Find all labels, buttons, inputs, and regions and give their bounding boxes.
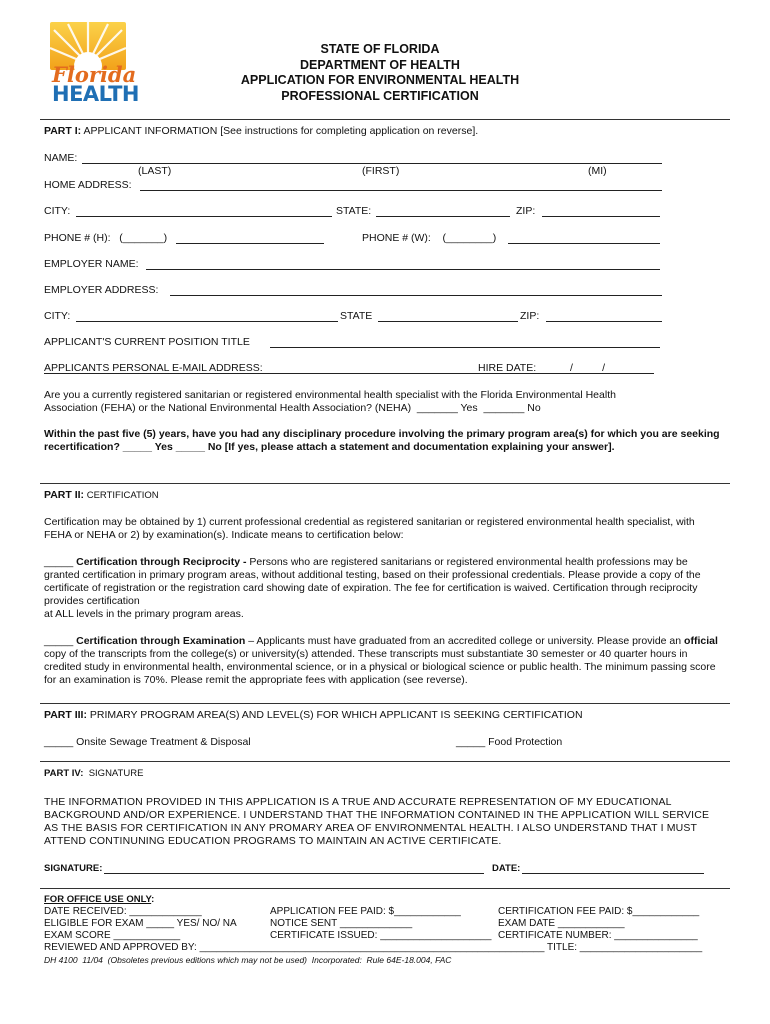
form-title — [200, 42, 560, 104]
employer-zip-label: ZIP: — [520, 310, 540, 322]
zip-field[interactable] — [542, 216, 660, 217]
office-use-colon: : — [151, 894, 155, 905]
divider — [40, 119, 730, 120]
title-line-3: APPLICATION FOR ENVIRONMENTAL HEALTH — [240, 73, 520, 87]
divider — [40, 888, 730, 889]
reciprocity-heading: Certification through Reciprocity - — [76, 556, 247, 568]
part3-title: PRIMARY PROGRAM AREA(S) AND LEVEL(S) FOR WHICH APPLICANT IS SEEKING CERTIFICATION — [86, 709, 583, 721]
hire-date-label: HIRE DATE: — [478, 362, 537, 374]
reviewed-approved-by: REVIEWED AND APPROVED BY: ______________________________________________________________ TITLE: ______________________ — [44, 942, 703, 953]
zip-label: ZIP: — [516, 205, 536, 217]
logo-word-health: HEALTH — [52, 82, 139, 106]
employer-address-label: EMPLOYER ADDRESS: — [44, 284, 159, 296]
examination-paragraph — [44, 635, 724, 687]
reciprocity-tail: at ALL levels in the primary program areas. — [44, 608, 244, 620]
part1-title: APPLICANT INFORMATION [See instructions for completing application on reverse]. — [81, 125, 479, 137]
part1-heading — [44, 125, 478, 138]
part1-label: PART I: — [44, 125, 82, 137]
title-line-1: STATE OF FLORIDA — [320, 42, 440, 56]
certification-fee-paid: CERTIFICATION FEE PAID: $____________ — [498, 906, 700, 917]
reciprocity-blank[interactable]: _____ — [44, 556, 77, 568]
certification-statement: THE INFORMATION PROVIDED IN THIS APPLICATION IS A TRUE AND ACCURATE REPRESENTATION OF MY EDUCATIONAL BACKGROUND AND/OR EXPERIENCE. I UNDERSTAND THAT THE INFORMATION CONTAINED IN THE APPLICATION WILL SERVICE AS THE BASIS FOR CERTIFICATION IN ANY PROMARY AREA OF ENVIRONMENTAL HEALTH. I ALSO UNDERSTAND THAT I MUST ATTEND CONTINUNING EDUCATION PROGRAMS TO MAINTAIN AN ACTIVE CERTIFICATE. — [44, 796, 710, 847]
part3-heading — [44, 709, 583, 722]
notice-sent: NOTICE SENT _____________ — [270, 918, 413, 929]
position-title-field[interactable] — [270, 347, 660, 348]
title-line-2: DEPARTMENT OF HEALTH — [300, 57, 460, 72]
reciprocity-body: Persons who are registered sanitarians or registered environmental health professions may be granted certification in primary program areas, without additional testing, based on their professional credentials. Please provide a copy of the certificate of registration or the registration card showing date of expiration. The fee for certification is waived. Certification through reciprocity provides certification — [44, 556, 701, 607]
phone-home-label: PHONE # (H): (_______) — [44, 232, 168, 244]
phone-home-field[interactable] — [176, 243, 324, 244]
examination-body-1: – Applicants must have graduated from an accredited college or university. Please provide an — [245, 635, 685, 647]
state-label: STATE: — [336, 205, 372, 217]
date-signed-field[interactable] — [522, 873, 704, 874]
divider — [40, 703, 730, 704]
reciprocity-paragraph — [44, 556, 724, 608]
certificate-issued: CERTIFICATE ISSUED: ____________________ — [270, 930, 492, 941]
office-use-heading-text: FOR OFFICE USE ONLY — [44, 894, 152, 905]
name-label: NAME: — [44, 152, 78, 164]
title-line-4: PROFESSIONAL CERTIFICATION — [281, 88, 479, 103]
part4-title: SIGNATURE — [83, 768, 144, 779]
certification-intro: Certification may be obtained by 1) current professional credential as registered sanitarian or registered environmental health specialist, with FEHA or NEHA or 2) by examination(s). Indicate means to certification below: — [44, 516, 695, 541]
application-fee-paid: APPLICATION FEE PAID: $____________ — [270, 906, 461, 917]
divider — [40, 761, 730, 762]
state-field[interactable] — [376, 216, 510, 217]
mi-caption: (MI) — [588, 165, 607, 177]
option-onsite-sewage[interactable]: _____ Onsite Sewage Treatment & Disposal — [44, 736, 251, 748]
email-label: APPLICANTS PERSONAL E-MAIL ADDRESS: — [44, 362, 263, 374]
signature-field[interactable] — [104, 873, 484, 874]
part4-label: PART IV: — [44, 768, 84, 779]
phone-work-label: PHONE # (W): (________) — [362, 232, 497, 244]
exam-score: EXAM SCORE ____________ — [44, 930, 181, 941]
registered-question-line2: Association (FEHA) or the National Environmental Health Association? (NEHA) _______ Yes _______ No — [44, 402, 541, 414]
part2-label: PART II: — [44, 489, 85, 501]
part4-heading — [44, 767, 143, 780]
form-footer: DH 4100 11/04 (Obsoletes previous editions which may not be used) Incorporated: Rule 64E-18.004, FAC — [44, 955, 452, 965]
employer-address-field[interactable] — [170, 295, 662, 296]
home-address-label: HOME ADDRESS: — [44, 179, 132, 191]
registered-question-line1: Are you a currently registered sanitarian or registered environmental health specialist with the Florida Environmental Health — [44, 389, 616, 401]
logo-word-florida: Florida — [52, 62, 137, 87]
employer-name-field[interactable] — [146, 269, 660, 270]
hire-date-slashes[interactable]: / / — [570, 362, 606, 374]
exam-date: EXAM DATE ____________ — [498, 918, 625, 929]
last-caption: (LAST) — [138, 165, 172, 177]
first-caption: (FIRST) — [362, 165, 400, 177]
employer-name-label: EMPLOYER NAME: — [44, 258, 139, 270]
home-address-field[interactable] — [140, 190, 662, 191]
employer-city-field[interactable] — [76, 321, 338, 322]
examination-body-2: copy of the transcripts from the college(s) or university(s) attended. These transcripts must substantiate 30 semester or 40 quarter hours in credited study in environmental health, environmental science, or in a physical or biological science or public health. The minimum passing score for an examination is 70%. Please remit the appropriate fees with application (see reverse). — [44, 648, 716, 686]
part2-heading — [44, 489, 159, 502]
part2-title: CERTIFICATION — [84, 490, 159, 501]
employer-state-field[interactable] — [378, 321, 518, 322]
city-field[interactable] — [76, 216, 332, 217]
eligible-for-exam: ELIGIBLE FOR EXAM _____ YES/ NO/ NA — [44, 918, 237, 929]
date-received: DATE RECEIVED: _____________ — [44, 906, 202, 917]
disciplinary-question: Within the past five (5) years, have you had any disciplinary procedure involving the primary program area(s) for which you are seeking recertification? _____ Yes _____ No [If yes, please attach a statement and documentation explaining your answer]. — [44, 428, 720, 453]
florida-health-logo — [44, 18, 139, 110]
date-label: DATE: — [492, 863, 521, 874]
employer-city-label: CITY: — [44, 310, 71, 322]
divider — [40, 483, 730, 484]
name-field[interactable] — [82, 163, 662, 164]
examination-heading: Certification through Examination — [76, 635, 246, 647]
examination-blank[interactable]: _____ — [44, 635, 77, 647]
official-word: official — [684, 635, 718, 647]
option-food-protection[interactable]: _____ Food Protection — [456, 736, 563, 748]
office-use-heading — [44, 894, 154, 906]
part3-label: PART III: — [44, 709, 87, 721]
position-title-label: APPLICANT'S CURRENT POSITION TITLE — [44, 336, 250, 348]
employer-state-label: STATE — [340, 310, 373, 322]
employer-zip-field[interactable] — [546, 321, 662, 322]
city-label: CITY: — [44, 205, 71, 217]
phone-work-field[interactable] — [508, 243, 660, 244]
email-field[interactable] — [44, 373, 654, 374]
certificate-number: CERTIFICATE NUMBER: _______________ — [498, 930, 698, 941]
signature-label: SIGNATURE: — [44, 863, 103, 874]
